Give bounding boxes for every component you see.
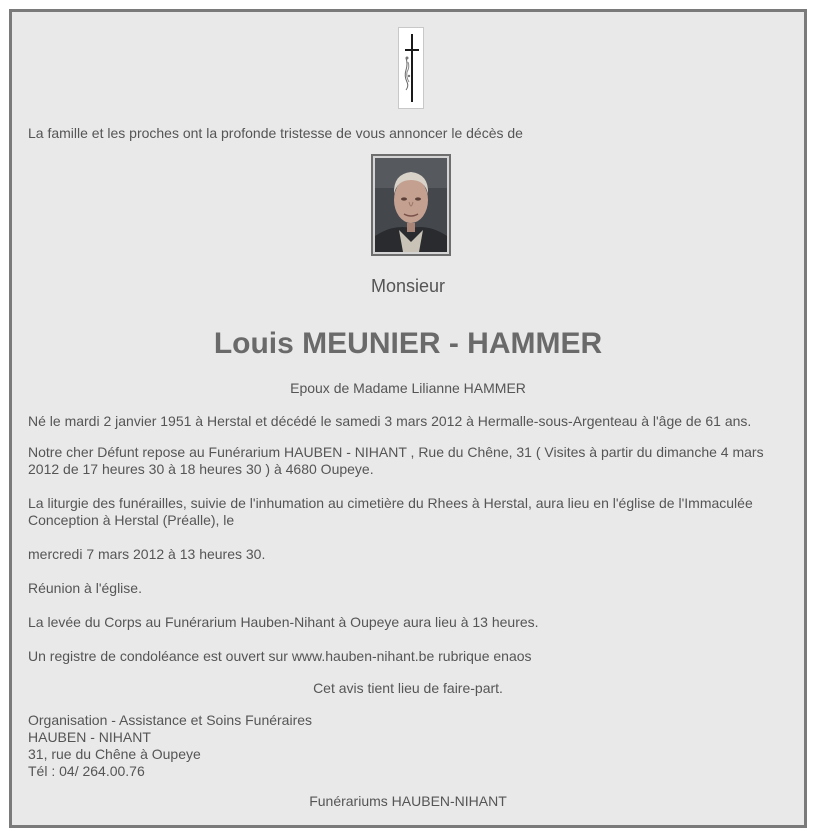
footer-text: Funérariums HAUBEN-NIHANT: [309, 793, 507, 809]
register-text: Un registre de condoléance est ouvert sur www.hauben-nihant.be rubrique enaos: [28, 648, 532, 664]
spouse-line: Epoux de Madame Lilianne HAMMER: [290, 380, 526, 396]
portrait-frame: [371, 154, 451, 256]
faire-part-text: Cet avis tient lieu de faire-part.: [313, 680, 503, 696]
repose-text: Notre cher Défunt repose au Funérarium HAUBEN - NIHANT , Rue du Chêne, 31 ( Visites à partir du dimanche 4 mars 2012 de 17 heures 30 à 18 heures 30 ) à 4680 Oupeye.: [28, 444, 764, 477]
honorific: Monsieur: [370, 276, 446, 296]
organisation-phone: Tél : 04/ 264.00.76: [28, 763, 145, 779]
meeting-text: Réunion à l'église.: [28, 580, 142, 596]
organisation-name: HAUBEN - NIHANT: [28, 729, 151, 745]
organisation-line: Organisation - Assistance et Soins Funéraires: [28, 712, 313, 728]
birth-death-text: Né le mardi 2 janvier 1951 à Herstal et décédé le samedi 3 mars 2012 à Hermalle-sous-Argenteau à l'âge de 61 ans.: [28, 413, 752, 429]
deceased-name: Louis MEUNIER - HAMMER: [213, 327, 603, 360]
cross-icon: [398, 27, 424, 109]
organisation-address: 31, rue du Chêne à Oupeye: [28, 746, 201, 762]
death-notice: [9, 9, 807, 828]
ceremony-date: mercredi 7 mars 2012 à 13 heures 30.: [28, 546, 266, 562]
liturgy-text: La liturgie des funérailles, suivie de l'inhumation au cimetière du Rhees à Herstal, aura lieu en l'église de l'Immaculée Conception à Herstal (Préalle), le: [28, 495, 753, 528]
levee-text: La levée du Corps au Funérarium Hauben-Nihant à Oupeye aura lieu à 13 heures.: [28, 614, 539, 630]
organisation-block: [28, 712, 788, 780]
portrait-photo: [375, 158, 447, 252]
intro-text: La famille et les proches ont la profonde tristesse de vous annoncer le décès de: [28, 125, 523, 141]
